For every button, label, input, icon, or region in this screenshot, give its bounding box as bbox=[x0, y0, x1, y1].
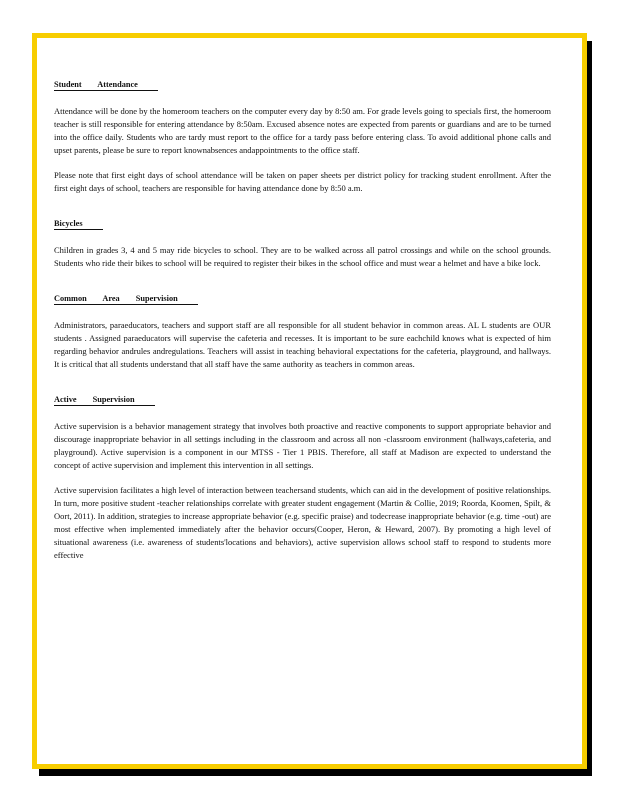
paragraph: Administrators, paraeducators, teachers and support staff are all responsible for all student behavior in common areas. AL L students are OUR students . Assigned paraeducators will supervise the cafeteria and recesses. It is important to be sure eachchild knows what is expected of him regarding behavior andrules andregulations. Teachers will assist in teaching behavioral expectations for the cafeteria, playground, and hallways. It is critical that all students understand that all staff have the same authority as teachers in common areas. bbox=[54, 320, 551, 369]
paragraph: Children in grades 3, 4 and 5 may ride bicycles to school. They are to be walked across all patrol crossings and while on the school grounds. Students who ride their bikes to school will be required to register their bikes in the school office and must wear a helmet and have a bike lock. bbox=[54, 245, 551, 268]
section-common-area-supervision bbox=[54, 288, 551, 371]
section-heading: Active Supervision bbox=[54, 394, 155, 406]
section-student-attendance bbox=[54, 74, 551, 195]
paragraph: Active supervision is a behavior management strategy that involves both proactive and reactive components to support appropriate behavior and discourage inappropriate behavior in all settings including in the classroom and across all non -classroom environment (hallways,cafeteria, and playground). Active supervision is a component in our MTSS - Tier 1 PBIS. Therefore, all staff at Madison are expected to understand the concept of active supervision and implement this intervention in all settings. bbox=[54, 421, 551, 470]
section-heading: Bicycles bbox=[54, 218, 103, 230]
section-heading: Common Area Supervision bbox=[54, 293, 198, 305]
section-heading: Student Attendance bbox=[54, 79, 158, 91]
paragraph: Active supervision facilitates a high level of interaction between teachersand students, which can aid in the development of positive relationships. In turn, more positive student -teacher relationships correlate with greater student engagement (Martin & Collie, 2019; Roorda, Koomen, Spilt, & Oort, 2011). In addition, strategies to increase appropriate behavior (e.g. specific praise) and todecrease inappropriate behavior (e.g. time -out) are most effective when implemented immediately after the behavior occurs(Cooper, Heron, & Heward, 2007). By promoting a high level of situational awareness (i.e. awareness of students'locations and behaviors), active supervision allows school staff to respond to students more effective bbox=[54, 485, 551, 560]
section-bicycles bbox=[54, 213, 551, 270]
paragraph: Attendance will be done by the homeroom teachers on the computer every day by 8:50 am. For grade levels going to specials first, the homeroom teacher is still responsible for entering attendance by 8:50am. Excused absence notes are expected from parents or guardians and are to be turned into the office daily. Students who are tardy must report to the office for a tardy pass before entering class. To avoid additional phone calls and upset parents, please be sure to report knownabsences andappointments to the office staff. bbox=[54, 106, 551, 155]
section-active-supervision bbox=[54, 389, 551, 562]
paragraph: Please note that first eight days of school attendance will be taken on paper sheets per district policy for tracking student enrollment. After the first eight days of school, teachers are responsible for having attendance done by 8:50 a.m. bbox=[54, 170, 551, 193]
document-page bbox=[32, 33, 587, 769]
document-content bbox=[54, 74, 551, 574]
